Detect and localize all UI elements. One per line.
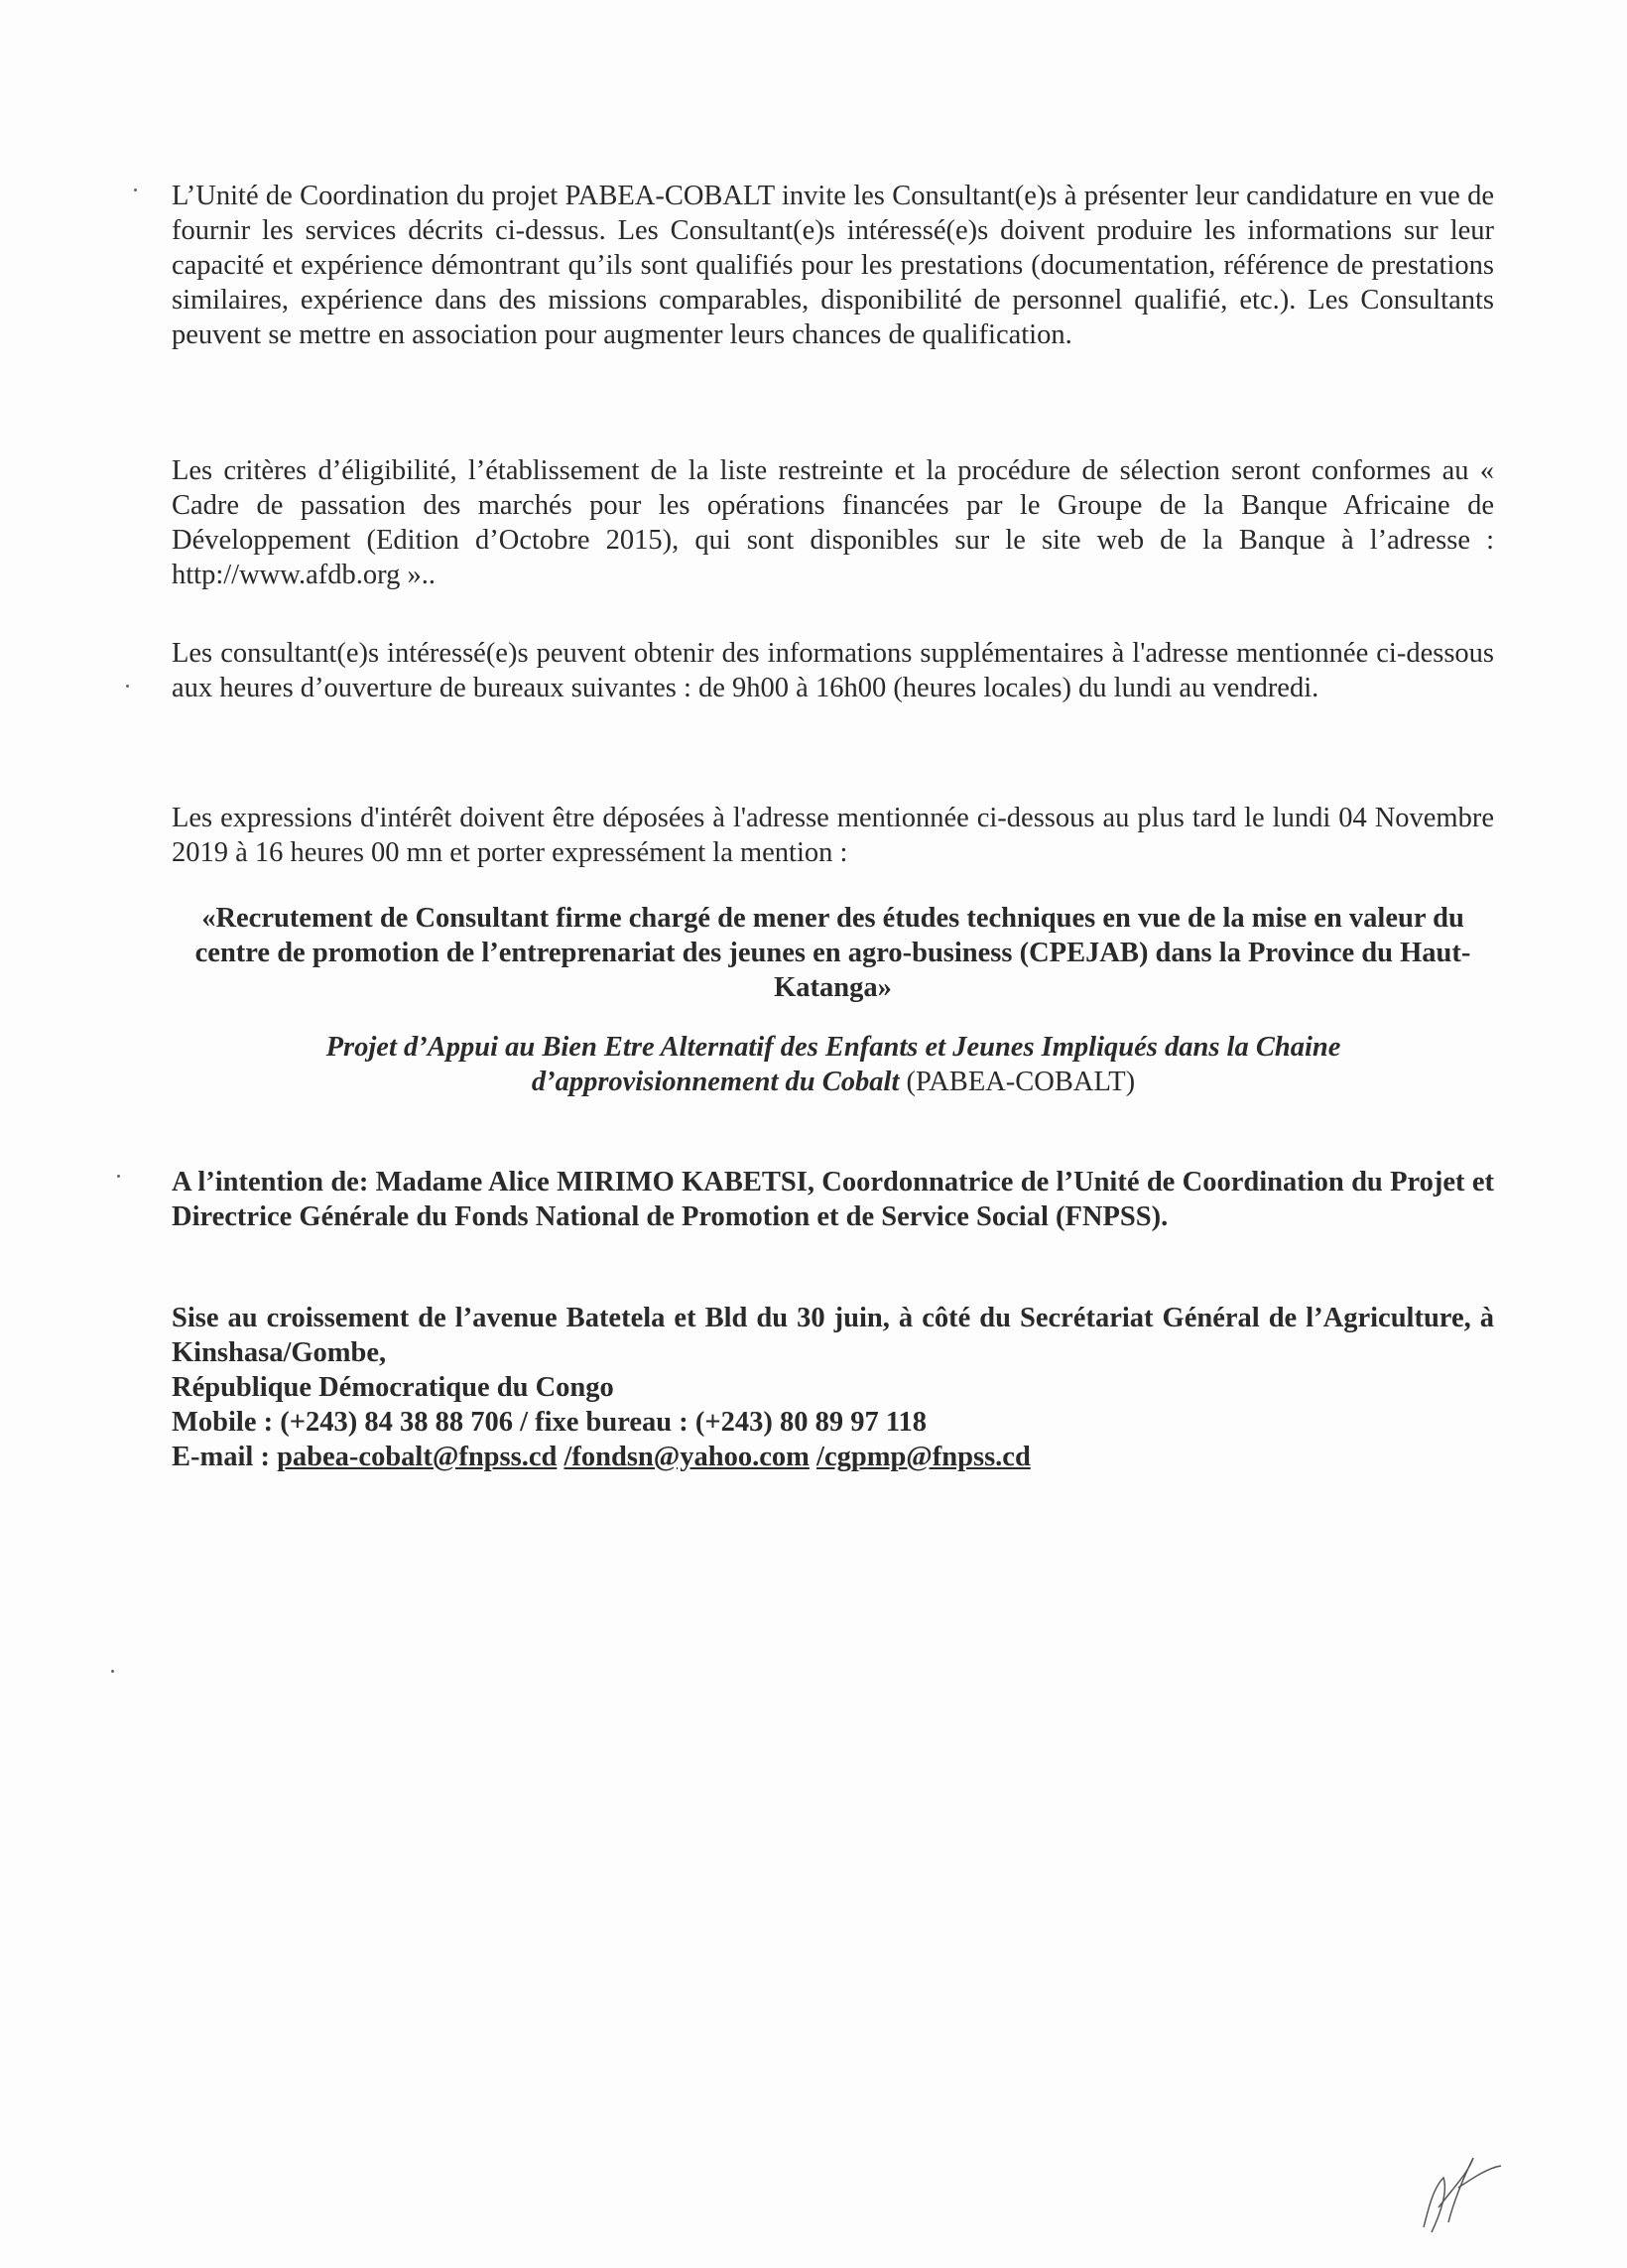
attention xyxy=(172,1165,1494,1234)
paragraph-information xyxy=(172,636,1494,705)
address-country: République Démocratique du Congo xyxy=(172,1372,614,1403)
project-name xyxy=(228,1030,1439,1099)
email-label: E-mail : xyxy=(172,1442,270,1472)
paragraph-eligibility xyxy=(172,453,1494,592)
signature-initials xyxy=(1414,2148,1503,2237)
paragraph-invitation xyxy=(172,179,1494,352)
email-link-pabea[interactable]: pabea-cobalt@fnpss.cd xyxy=(277,1442,558,1472)
email-link-cgpmp[interactable]: /cgpmp@fnpss.cd xyxy=(816,1442,1031,1472)
project-name-italic: Projet d’Appui au Bien Etre Alternatif des Enfants et Jeunes Impliqués dans la Chaine d’approvisionnement du Cobalt xyxy=(325,1032,1341,1097)
phone-numbers: Mobile : (+243) 84 38 88 706 / fixe bureau : (+243) 80 89 97 118 xyxy=(172,1407,928,1438)
scan-mark xyxy=(117,1175,120,1178)
mention-title-text: «Recrutement de Consultant firme chargé de mener des études techniques en vue de la mise en valeur du centre de promotion de l’entreprenariat des jeunes en agro-business (CPEJAB) dans la Province du Haut-Katanga» xyxy=(194,903,1471,1003)
paragraph-deadline xyxy=(172,801,1494,870)
deadline-text: Les expressions d'intérêt doivent être déposées à l'adresse mentionnée ci-dessous au plus tard le lundi 04 Novembre 2019 à 16 heures 00 mn et porter expressément la mention : xyxy=(172,803,1494,868)
eligibility-text: Les critères d’éligibilité, l’établissement de la liste restreinte et la procédure de sélection seront conformes au « Cadre de passation des marchés pour les opérations financées par le Groupe de la Banque Africaine de Développement (Edition d’Octobre 2015), qui sont disponibles sur le site web de la Banque à l’adresse : http://www.afdb.org ».. xyxy=(172,455,1494,590)
scan-mark xyxy=(126,685,129,688)
scan-mark xyxy=(111,1670,114,1673)
scan-mark xyxy=(134,189,137,191)
address-line: Sise au croissement de l’avenue Batetela et Bld du 30 juin, à côté du Secrétariat Général de l’Agriculture, à Kinshasa/Gombe, xyxy=(172,1303,1494,1368)
address-block xyxy=(172,1301,1494,1474)
email-line xyxy=(172,1440,1494,1474)
mention-title xyxy=(172,901,1494,1005)
invitation-text: L’Unité de Coordination du projet PABEA-COBALT invite les Consultant(e)s à présenter leur candidature en vue de fournir les services décrits ci-dessus. Les Consultant(e)s intéressé(e)s doivent produire les informations sur leur capacité et expérience démontrant qu’ils sont qualifiés pour les prestations (documentation, référence de prestations similaires, expérience dans des missions comparables, disponibilité de personnel qualifié, etc.). Les Consultants peuvent se mettre en association pour augmenter leurs chances de qualification. xyxy=(172,181,1494,350)
information-text: Les consultant(e)s intéressé(e)s peuvent obtenir des informations supplémentaires à l'adresse mentionnée ci-dessous aux heures d’ouverture de bureaux suivantes : de 9h00 à 16h00 (heures locales) du lundi au vendredi. xyxy=(172,638,1494,703)
attention-text: A l’intention de: Madame Alice MIRIMO KABETSI, Coordonnatrice de l’Unité de Coordination du Projet et Directrice Générale du Fonds National de Promotion et de Service Social (FNPSS). xyxy=(172,1167,1494,1232)
email-link-fondsn[interactable]: /fondsn@yahoo.com xyxy=(563,1442,810,1472)
project-acronym: (PABEA-COBALT) xyxy=(906,1067,1136,1097)
